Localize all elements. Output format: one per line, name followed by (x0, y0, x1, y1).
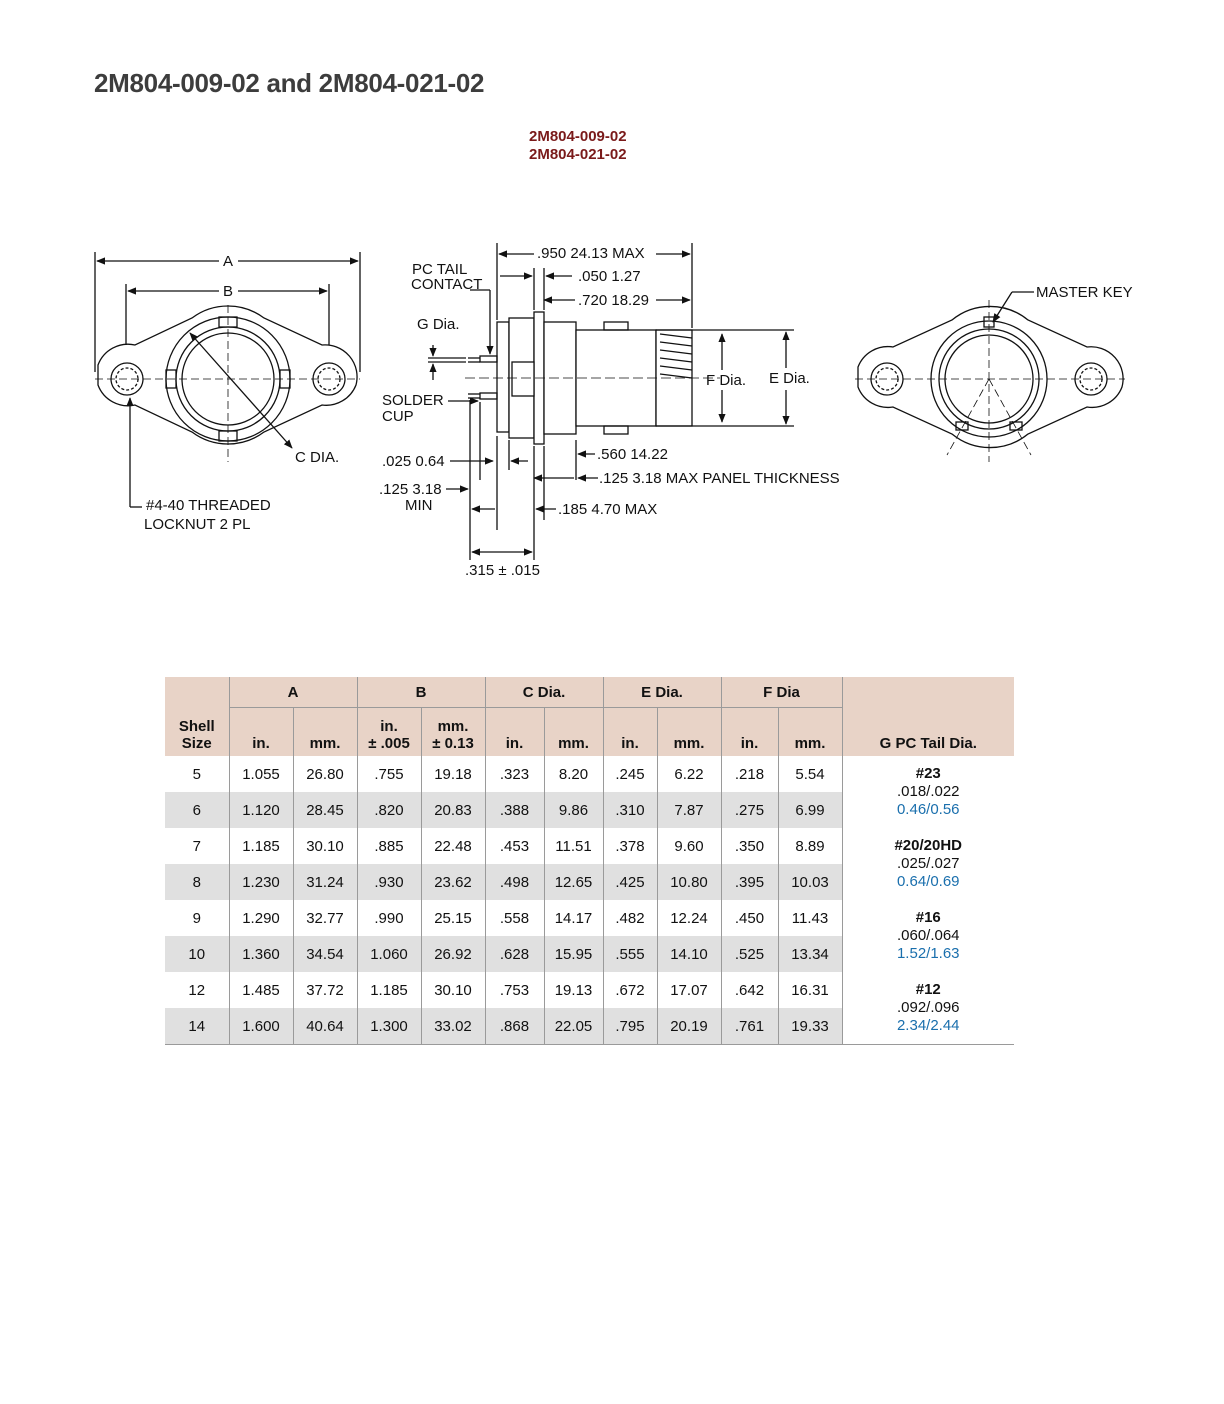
header-shell-size: Shell Size (165, 677, 229, 756)
table-cell: .425 (603, 864, 657, 900)
table-cell: 32.77 (293, 900, 357, 936)
table-cell: 1.185 (357, 972, 421, 1008)
header-e: E Dia. (603, 677, 721, 708)
part-number: 2M804-021-02 (529, 146, 627, 163)
table-cell: .868 (485, 1008, 544, 1045)
table-cell: 5.54 (778, 756, 842, 792)
table-cell: 7 (165, 828, 229, 864)
table-cell: 5 (165, 756, 229, 792)
table-cell: 34.54 (293, 936, 357, 972)
table-cell: 30.10 (421, 972, 485, 1008)
dim-950: .950 24.13 MAX (537, 245, 645, 262)
table-cell: 26.92 (421, 936, 485, 972)
table-cell: 20.83 (421, 792, 485, 828)
table-cell: 37.72 (293, 972, 357, 1008)
table-cell: 1.055 (229, 756, 293, 792)
dim-185: .185 4.70 MAX (558, 501, 658, 518)
table-cell: 9.86 (544, 792, 603, 828)
table-cell: 11.51 (544, 828, 603, 864)
header-unit: mm. (657, 708, 721, 757)
g-tail-group: #16 .060/.064 1.52/1.63 (842, 900, 1014, 972)
g-tail-group: #23 .018/.022 0.46/0.56 (842, 756, 1014, 828)
header-a: A (229, 677, 357, 708)
table-cell: .558 (485, 900, 544, 936)
header-unit: in. (485, 708, 544, 757)
dim-025: .025 0.64 (382, 453, 445, 470)
table-cell: 1.600 (229, 1008, 293, 1045)
table-cell: 10 (165, 936, 229, 972)
table-cell: 20.19 (657, 1008, 721, 1045)
table-cell: 23.62 (421, 864, 485, 900)
header-unit: mm. ± 0.13 (421, 708, 485, 757)
dim-720: .720 18.29 (578, 292, 649, 309)
table-cell: .990 (357, 900, 421, 936)
table-cell: 7.87 (657, 792, 721, 828)
table-cell: 15.95 (544, 936, 603, 972)
dim-125-panel: .125 3.18 MAX PANEL THICKNESS (599, 470, 840, 487)
table-cell: 22.05 (544, 1008, 603, 1045)
table-cell: 1.360 (229, 936, 293, 972)
table-cell: 1.230 (229, 864, 293, 900)
table-row (165, 972, 1014, 1008)
table-cell: 12.24 (657, 900, 721, 936)
g-tail-group: #12 .092/.096 2.34/2.44 (842, 972, 1014, 1045)
dim-125: .125 3.18 (379, 481, 442, 498)
table-cell: 10.03 (778, 864, 842, 900)
e-dia-label: E Dia. (769, 370, 810, 387)
header-c: C Dia. (485, 677, 603, 708)
dim-b-label: B (222, 283, 234, 300)
table-cell: .885 (357, 828, 421, 864)
header-unit: mm. (778, 708, 842, 757)
table-row (165, 756, 1014, 792)
table-cell: 8.20 (544, 756, 603, 792)
table-cell: .755 (357, 756, 421, 792)
solder-cup-label: CUP (382, 408, 414, 425)
table-cell: .450 (721, 900, 778, 936)
header-unit: mm. (544, 708, 603, 757)
dim-050: .050 1.27 (578, 268, 641, 285)
table-cell: 40.64 (293, 1008, 357, 1045)
table-cell: 12.65 (544, 864, 603, 900)
table-cell: 31.24 (293, 864, 357, 900)
page-title: 2M804-009-02 and 2M804-021-02 (94, 68, 485, 98)
header-unit: in. ± .005 (357, 708, 421, 757)
table-cell: 22.48 (421, 828, 485, 864)
table-cell: .245 (603, 756, 657, 792)
table-cell: .310 (603, 792, 657, 828)
table-cell: 6.99 (778, 792, 842, 828)
table-cell: 1.485 (229, 972, 293, 1008)
table-cell: 9.60 (657, 828, 721, 864)
table-row (165, 900, 1014, 936)
table-cell: .388 (485, 792, 544, 828)
table-cell: 25.15 (421, 900, 485, 936)
dimension-table (165, 677, 1014, 1045)
table-cell: .350 (721, 828, 778, 864)
pc-tail-label: CONTACT (411, 276, 483, 293)
table-cell: 19.18 (421, 756, 485, 792)
table-cell: 26.80 (293, 756, 357, 792)
locknut-label: LOCKNUT 2 PL (144, 516, 251, 533)
header-f: F Dia (721, 677, 842, 708)
locknut-label: #4-40 THREADED (146, 497, 271, 514)
table-cell: .930 (357, 864, 421, 900)
table-cell: 1.290 (229, 900, 293, 936)
part-number: 2M804-009-02 (529, 128, 627, 145)
header-unit: in. (721, 708, 778, 757)
table-cell: 1.120 (229, 792, 293, 828)
dim-125-min: MIN (405, 497, 433, 514)
dim-560: .560 14.22 (597, 446, 668, 463)
header-unit: in. (603, 708, 657, 757)
table-cell: 1.300 (357, 1008, 421, 1045)
table-cell: 14 (165, 1008, 229, 1045)
table-cell: 1.060 (357, 936, 421, 972)
dim-315: .315 ± .015 (465, 562, 540, 579)
rear-view-right (855, 292, 1125, 462)
table-cell: .820 (357, 792, 421, 828)
table-cell: 12 (165, 972, 229, 1008)
dimension-table-wrap (165, 677, 1014, 1045)
table-row (165, 828, 1014, 864)
table-cell: 28.45 (293, 792, 357, 828)
table-cell: 8 (165, 864, 229, 900)
table-cell: 1.185 (229, 828, 293, 864)
g-tail-group: #20/20HD .025/.027 0.64/0.69 (842, 828, 1014, 900)
table-cell: .555 (603, 936, 657, 972)
g-dia-label: G Dia. (417, 316, 460, 333)
table-cell: .453 (485, 828, 544, 864)
table-cell: 14.17 (544, 900, 603, 936)
table-cell: .525 (721, 936, 778, 972)
table-cell: 16.31 (778, 972, 842, 1008)
header-b: B (357, 677, 485, 708)
table-cell: .498 (485, 864, 544, 900)
table-cell: 8.89 (778, 828, 842, 864)
table-cell: .753 (485, 972, 544, 1008)
table-cell: 13.34 (778, 936, 842, 972)
c-dia-label: C DIA. (295, 449, 340, 466)
table-cell: .218 (721, 756, 778, 792)
header-unit: mm. (293, 708, 357, 757)
master-key-label: MASTER KEY (1036, 284, 1133, 301)
table-cell: .795 (603, 1008, 657, 1045)
table-cell: .672 (603, 972, 657, 1008)
table-cell: .323 (485, 756, 544, 792)
table-cell: .395 (721, 864, 778, 900)
table-cell: 9 (165, 900, 229, 936)
table-cell: .628 (485, 936, 544, 972)
table-cell: 11.43 (778, 900, 842, 936)
header-unit: in. (229, 708, 293, 757)
table-cell: .378 (603, 828, 657, 864)
table-cell: 6.22 (657, 756, 721, 792)
table-cell: 33.02 (421, 1008, 485, 1045)
table-cell: .275 (721, 792, 778, 828)
table-cell: .761 (721, 1008, 778, 1045)
table-cell: 17.07 (657, 972, 721, 1008)
table-cell: 6 (165, 792, 229, 828)
connector-drawing (0, 0, 1224, 620)
table-cell: 19.13 (544, 972, 603, 1008)
header-g: G PC Tail Dia. (842, 677, 1014, 756)
pc-tail-label: PC TAIL (412, 261, 468, 278)
table-cell: 19.33 (778, 1008, 842, 1045)
table-cell: .642 (721, 972, 778, 1008)
table-cell: 30.10 (293, 828, 357, 864)
dim-a-label: A (222, 253, 234, 270)
table-cell: 10.80 (657, 864, 721, 900)
table-cell: .482 (603, 900, 657, 936)
f-dia-label: F Dia. (706, 372, 747, 389)
table-cell: 14.10 (657, 936, 721, 972)
solder-cup-label: SOLDER (382, 392, 444, 409)
